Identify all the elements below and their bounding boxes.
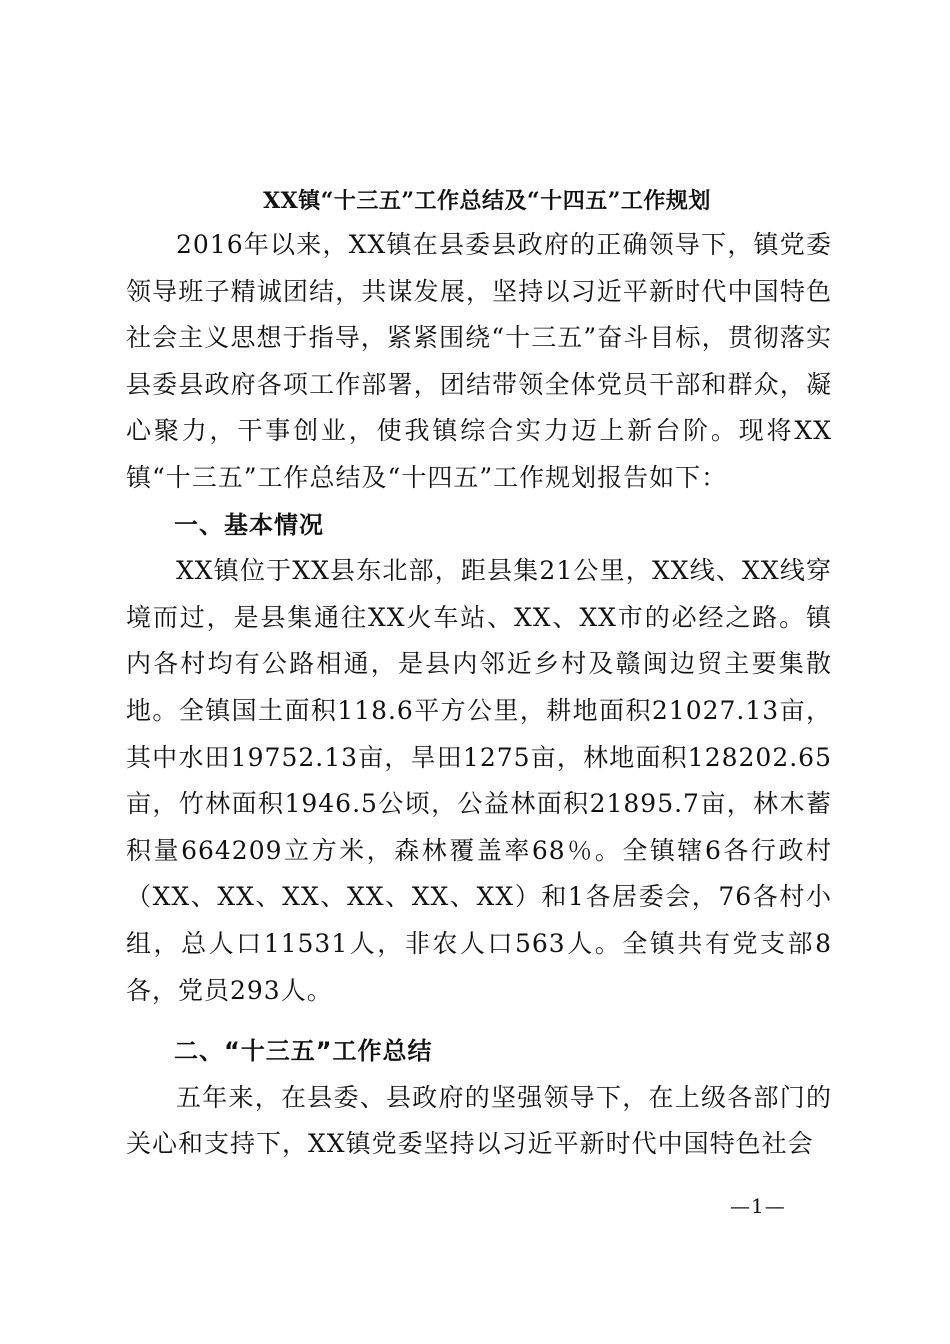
page-number: —1—: [730, 1194, 786, 1218]
section-paragraph-work-summary: 五年来，在县委、县政府的坚强领导下，在上级各部门的关心和支持下，XX镇党委坚持以习近平新时代中国特色社会: [126, 1082, 832, 1159]
section-paragraph-basic-info: XX镇位于XX县东北部，距县集21公里，XX线、XX线穿境而过，是县集通往XX火车站、XX、XX市的必经之路。镇内各村均有公路相通，是县内邻近乡村及赣闽边贸主要集散地。全镇国土面积118.6平方公里，耕地面积21027.13亩，其中水田19752.13亩，旱田1275亩，林地面积128202.65亩，竹林面积1946.5公顷，公益林面积21895.7亩，林木蓄积量664209立方米，森林覆盖率68％。全镇辖6各行政村（XX、XX、XX、XX、XX、XX）和1各居委会，76各村小组，总人口11531人，非农人口563人。全镇共有党支部8各，党员293人。: [126, 556, 832, 1005]
document-body: [126, 180, 832, 1168]
section-heading-work-summary: 二、“十三五”工作总结: [174, 1037, 433, 1066]
section-heading-basic-info: 一、基本情况: [174, 510, 324, 539]
intro-paragraph: 2016年以来，XX镇在县委县政府的正确领导下，镇党委领导班子精诚团结，共谋发展，坚持以习近平新时代中国特色社会主义思想于指导，紧紧围绕“十三五”奋斗目标，贯彻落实县委县政府各项工作部署，团结带领全体党员干部和群众，凝心聚力，干事创业，使我镇综合实力迈上新台阶。现将XX镇“十三五”工作总结及“十四五”工作规划报告如下：: [126, 230, 832, 492]
document-title: XX镇“十三五”工作总结及“十四五”工作规划: [263, 188, 711, 214]
